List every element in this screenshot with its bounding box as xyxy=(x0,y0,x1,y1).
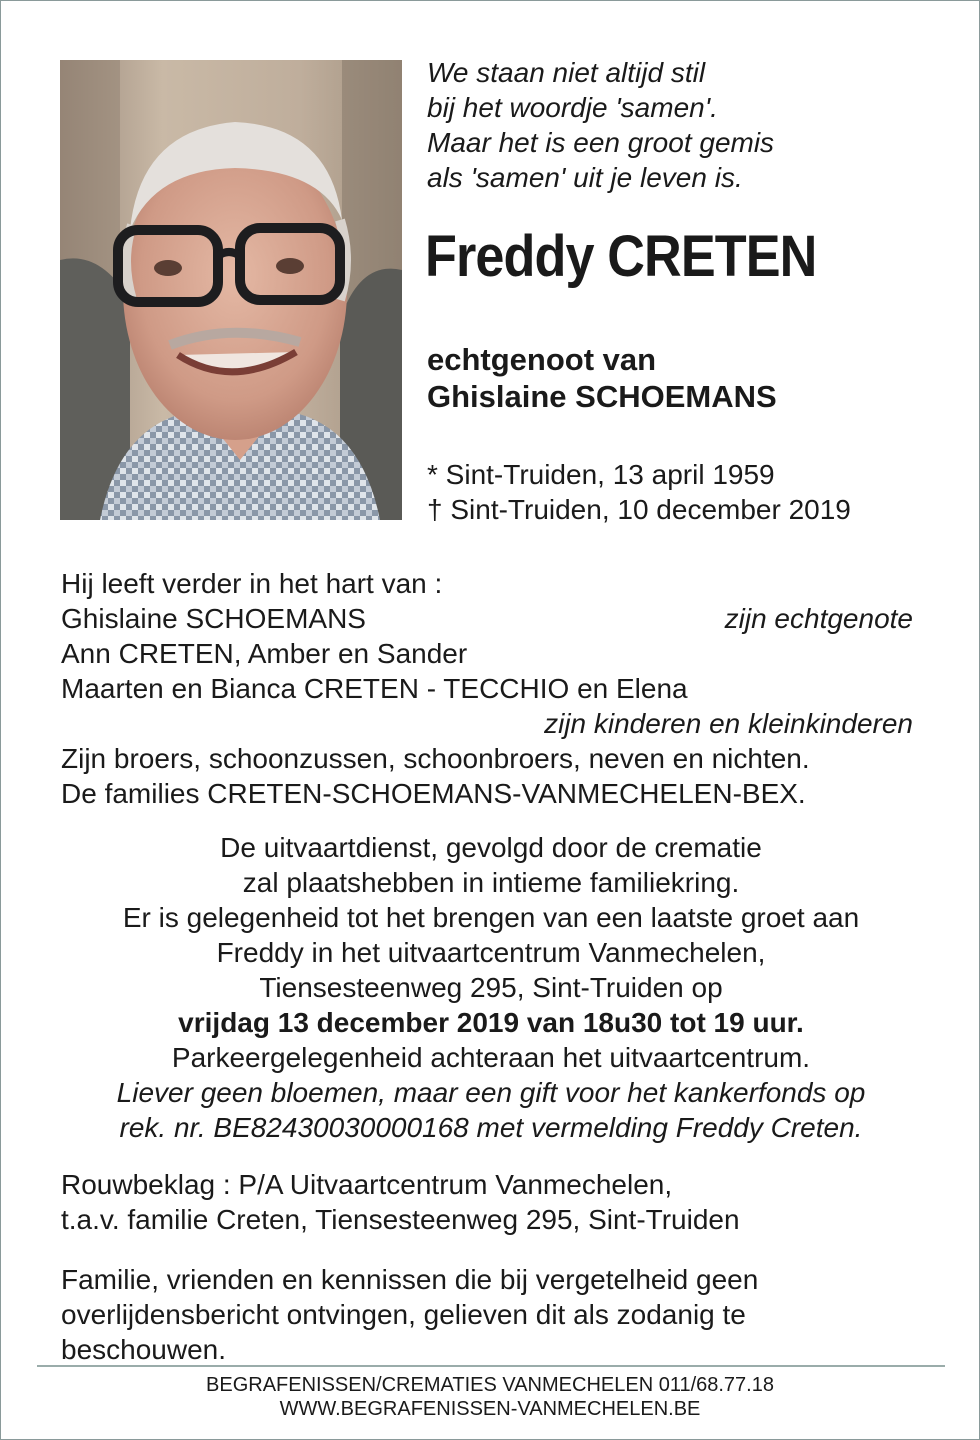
funeral-line: Er is gelegenheid tot het brengen van een laatste groet aan xyxy=(122,902,860,933)
survivor-children-role: zijn kinderen en kleinkinderen xyxy=(544,708,913,739)
survivor-child-1: Ann CRETEN, Amber en Sander xyxy=(61,638,468,669)
survivor-children-role-row xyxy=(61,706,913,741)
portrait-illustration xyxy=(60,60,402,520)
survivor-child-2: Maarten en Bianca CRETEN - TECCHIO en Elena xyxy=(61,673,688,704)
survivor-spouse: Ghislaine SCHOEMANS xyxy=(61,603,366,634)
funeral-line: De uitvaartdienst, gevolgd door de crematie xyxy=(220,832,762,863)
life-dates xyxy=(427,457,851,527)
condolence-line: t.a.v. familie Creten, Tiensesteenweg 295, Sint-Truiden xyxy=(61,1204,740,1235)
parking-info: Parkeergelegenheid achteraan het uitvaartcentrum. xyxy=(171,1042,811,1073)
deceased-name: Freddy CRETEN xyxy=(425,224,817,289)
spouse-name: Ghislaine SCHOEMANS xyxy=(427,379,777,414)
survivors-intro: Hij leeft verder in het hart van : xyxy=(61,568,443,599)
spouse-relation: echtgenoot van xyxy=(427,342,657,377)
survivor-families: De families CRETEN-SCHOEMANS-VANMECHELEN-BEX. xyxy=(61,778,806,809)
note-line: overlijdensbericht ontvingen, gelieven dit als zodanig te xyxy=(61,1299,746,1330)
note-line: beschouwen. xyxy=(61,1334,227,1365)
condolence-line: Rouwbeklag : P/A Uitvaartcentrum Vanmechelen, xyxy=(61,1169,673,1200)
poem-line: bij het woordje 'samen'. xyxy=(427,92,718,123)
poem xyxy=(427,55,947,195)
survivor-relatives: Zijn broers, schoonzussen, schoonbroers, neven en nichten. xyxy=(61,743,810,774)
footer-divider xyxy=(37,1365,945,1367)
condolence-address xyxy=(61,1167,740,1237)
footer xyxy=(1,1373,979,1421)
gift-account: rek. nr. BE82430030000168 met vermelding Freddy Creten. xyxy=(119,1112,863,1143)
portrait-photo xyxy=(60,60,402,520)
survivor-spouse-role: zijn echtgenote xyxy=(724,603,913,634)
poem-line: We staan niet altijd stil xyxy=(427,57,706,88)
death-date: † Sint-Truiden, 10 december 2019 xyxy=(427,494,851,525)
survivor-spouse-row xyxy=(61,601,913,636)
funeral-details xyxy=(41,830,941,1145)
funeral-home-contact: BEGRAFENISSEN/CREMATIES VANMECHELEN 011/68.77.18 xyxy=(206,1374,774,1396)
poem-line: Maar het is een groot gemis xyxy=(427,127,775,158)
poem-line: als 'samen' uit je leven is. xyxy=(427,162,743,193)
notice-note xyxy=(61,1262,758,1367)
spouse-block xyxy=(427,341,777,415)
visitation-time: vrijdag 13 december 2019 van 18u30 tot 19 uur. xyxy=(178,1007,804,1038)
funeral-home-website: WWW.BEGRAFENISSEN-VANMECHELEN.BE xyxy=(279,1398,701,1420)
funeral-line: zal plaatshebben in intieme familiekring. xyxy=(242,867,740,898)
funeral-line: Tiensesteenweg 295, Sint-Truiden op xyxy=(259,972,723,1003)
gift-line: Liever geen bloemen, maar een gift voor het kankerfonds op xyxy=(116,1077,866,1108)
note-line: Familie, vrienden en kennissen die bij vergetelheid geen xyxy=(61,1264,759,1295)
funeral-line: Freddy in het uitvaartcentrum Vanmechelen, xyxy=(216,937,766,968)
birth-date: * Sint-Truiden, 13 april 1959 xyxy=(427,459,775,490)
survivors-list xyxy=(61,566,913,811)
